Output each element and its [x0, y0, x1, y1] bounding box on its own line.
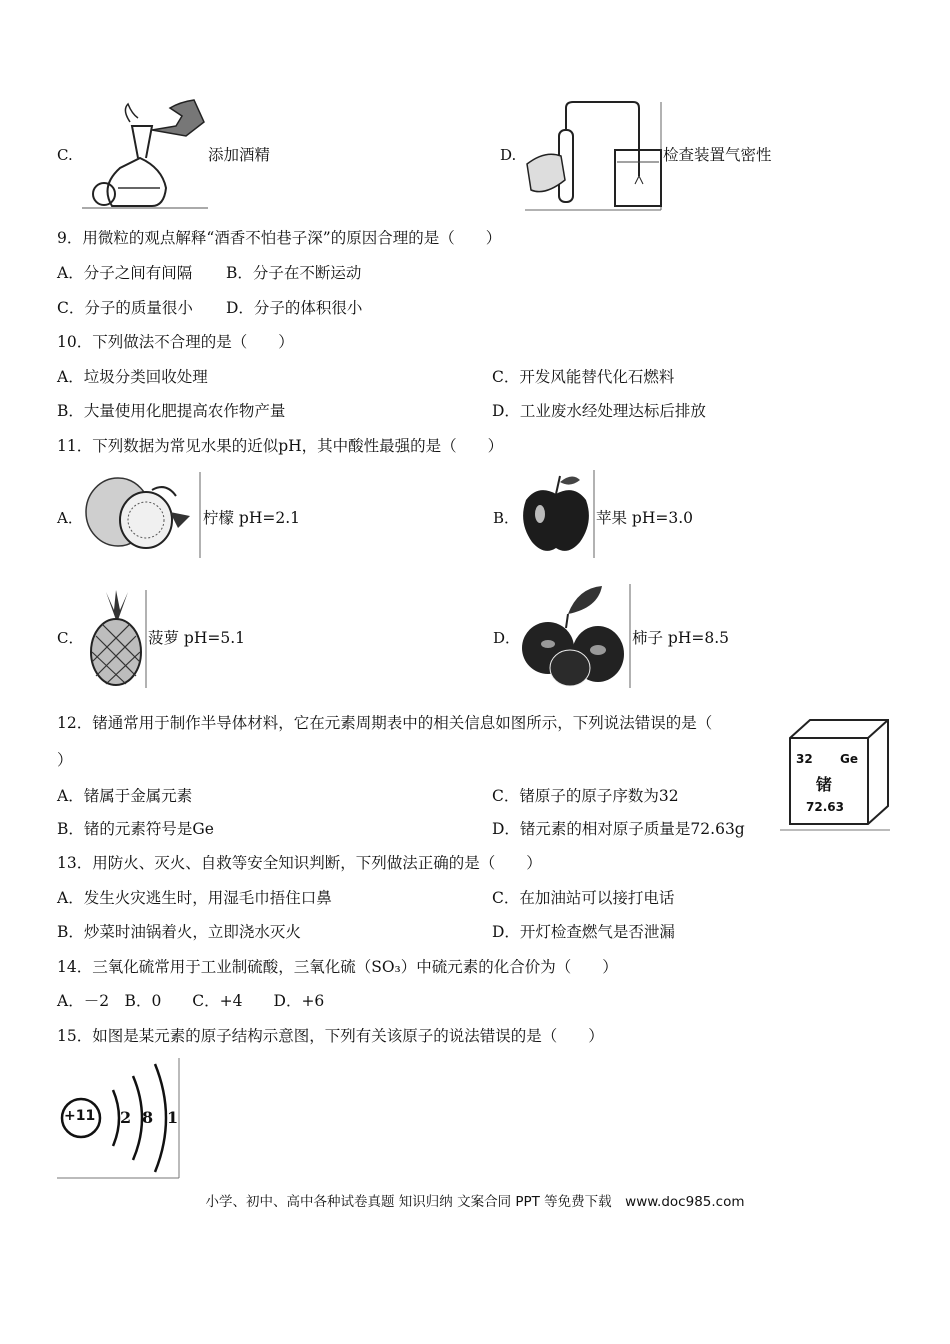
question-13-option-a: A．发生火灾逃生时，用湿毛巾捂住口鼻	[57, 889, 332, 907]
lemon-icon	[82, 472, 202, 558]
question-9-option-b: B．分子在不断运动	[226, 264, 362, 282]
shell-3-electrons: 1	[167, 1108, 179, 1127]
question-9-stem: 9．用微粒的观点解释“酒香不怕巷子深”的原因合理的是（ ）	[57, 229, 502, 247]
question-14-options: A．－2 B．0 C．+4 D．+6	[57, 992, 325, 1010]
question-13-stem: 13．用防火、灭火、自救等安全知识判断，下列做法正确的是（ ）	[57, 854, 542, 872]
question-10-option-c: C．开发风能替代化石燃料	[492, 368, 675, 386]
element-name: 锗	[816, 775, 833, 794]
option-c-caption: 添加酒精	[208, 146, 271, 164]
persimmon-icon	[518, 584, 632, 688]
question-11-option-d-letter: D．	[493, 629, 521, 647]
pineapple-icon	[86, 590, 148, 688]
option-d-letter: D.	[500, 146, 517, 164]
question-12-option-b: B．锗的元素符号是Ge	[57, 820, 214, 838]
question-10-option-d: D．工业废水经处理达标后排放	[492, 402, 706, 420]
shell-2-electrons: 8	[142, 1108, 154, 1127]
question-10-stem: 10．下列做法不合理的是（ ）	[57, 333, 294, 351]
question-11-option-a-caption: 柠檬 pH=2.1	[203, 509, 301, 527]
question-9-option-c: C．分子的质量很小	[57, 299, 193, 317]
question-11-option-b-letter: B．	[493, 509, 520, 527]
question-12-option-d: D．锗元素的相对原子质量是72.63g	[492, 820, 745, 838]
question-11-stem: 11．下列数据为常见水果的近似pH，其中酸性最强的是（ ）	[57, 437, 504, 455]
question-9-option-d: D．分子的体积很小	[226, 299, 363, 317]
question-13-option-b: B．炒菜时油锅着火，立即浇水灭火	[57, 923, 301, 941]
question-14-stem: 14．三氧化硫常用于工业制硫酸，三氧化硫（SO₃）中硫元素的化合价为（ ）	[57, 958, 618, 976]
question-13-option-d: D．开灯检查燃气是否泄漏	[492, 923, 675, 941]
airtightness-check-figure	[525, 100, 663, 212]
nucleus-charge: +11	[64, 1108, 96, 1124]
question-12-option-c: C．锗原子的原子序数为32	[492, 787, 679, 805]
question-9-option-a: A．分子之间有间隔	[57, 264, 193, 282]
shell-1-electrons: 2	[120, 1108, 132, 1127]
question-11-option-d-caption: 柿子 pH=8.5	[632, 629, 730, 647]
question-10-option-b: B．大量使用化肥提高农作物产量	[57, 402, 286, 420]
page-footer: 小学、初中、高中各种试卷真题 知识归纳 文案合同 PPT 等免费下载 www.doc985.com	[205, 1194, 745, 1210]
element-atomic-mass: 72.63	[806, 800, 844, 814]
element-symbol: Ge	[840, 752, 858, 766]
question-11-option-b-caption: 苹果 pH=3.0	[596, 509, 694, 527]
question-12-stem-line2: ）	[57, 751, 73, 769]
element-card-germanium	[780, 716, 892, 832]
atom-structure-diagram	[57, 1054, 183, 1180]
question-11-option-c-letter: C．	[57, 629, 84, 647]
alcohol-lamp-figure	[82, 96, 210, 210]
option-c-letter: C.	[57, 146, 73, 164]
question-12-option-a: A．锗属于金属元素	[57, 787, 193, 805]
apple-icon	[518, 470, 596, 558]
question-13-option-c: C．在加油站可以接打电话	[492, 889, 675, 907]
element-atomic-number: 32	[796, 752, 813, 766]
question-12-stem-line1: 12．锗通常用于制作半导体材料，它在元素周期表中的相关信息如图所示，下列说法错误的是（	[57, 714, 713, 732]
question-11-option-a-letter: A．	[57, 509, 83, 527]
question-10-option-a: A．垃圾分类回收处理	[57, 368, 208, 386]
question-11-option-c-caption: 菠萝 pH=5.1	[148, 629, 246, 647]
option-d-caption: 检查装置气密性	[663, 146, 772, 164]
question-15-stem: 15．如图是某元素的原子结构示意图，下列有关该原子的说法错误的是（ ）	[57, 1027, 604, 1045]
